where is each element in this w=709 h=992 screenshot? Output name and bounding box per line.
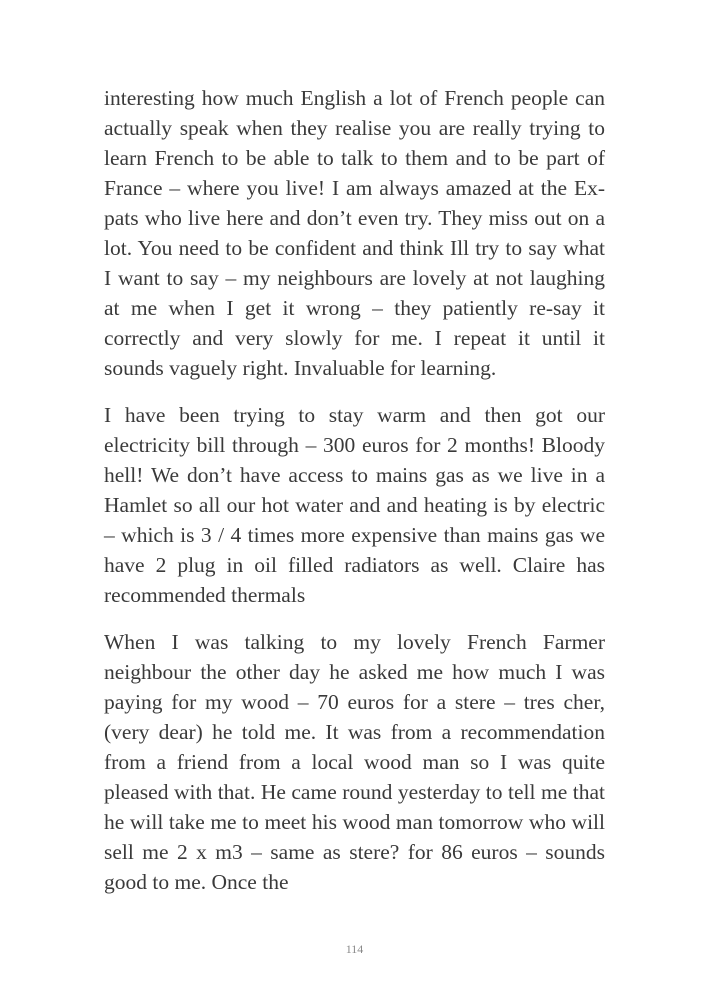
paragraph-electricity-bill: I have been trying to stay warm and then got our electricity bill through – 300 euros for 2 months! Bloody hell! We don’t have access to mains gas as we live in a Hamlet so all our hot water and and heating is by electric – which is 3 / 4 times more expensive than mains gas we have 2 plug in oil filled radiators as well. Claire has recommended thermals	[104, 403, 605, 607]
body-text	[104, 83, 605, 914]
paragraph-learning-french: interesting how much English a lot of French people can actually speak when they realise you are really trying to learn French to be able to talk to them and to be part of France – where you live! I am always amazed at the Ex-pats who live here and don’t even try. They miss out on a lot. You need to be confident and think Ill try to say what I want to say – my neighbours are lovely at not laughing at me when I get it wrong – they patiently re-say it correctly and very slowly for me. I repeat it until it sounds vaguely right. Invaluable for learning.	[104, 86, 605, 380]
paragraph-wood-purchase: When I was talking to my lovely French Farmer neighbour the other day he asked me how much I was paying for my wood – 70 euros for a stere – tres cher, (very dear) he told me. It was from a recommendation from a friend from a local wood man so I was quite pleased with that. He came round yesterday to tell me that he will take me to meet his wood man tomorrow who will sell me 2 x m3 – same as stere? for 86 euros – sounds good to me. Once the	[104, 630, 605, 894]
page-number: 114	[345, 942, 364, 956]
